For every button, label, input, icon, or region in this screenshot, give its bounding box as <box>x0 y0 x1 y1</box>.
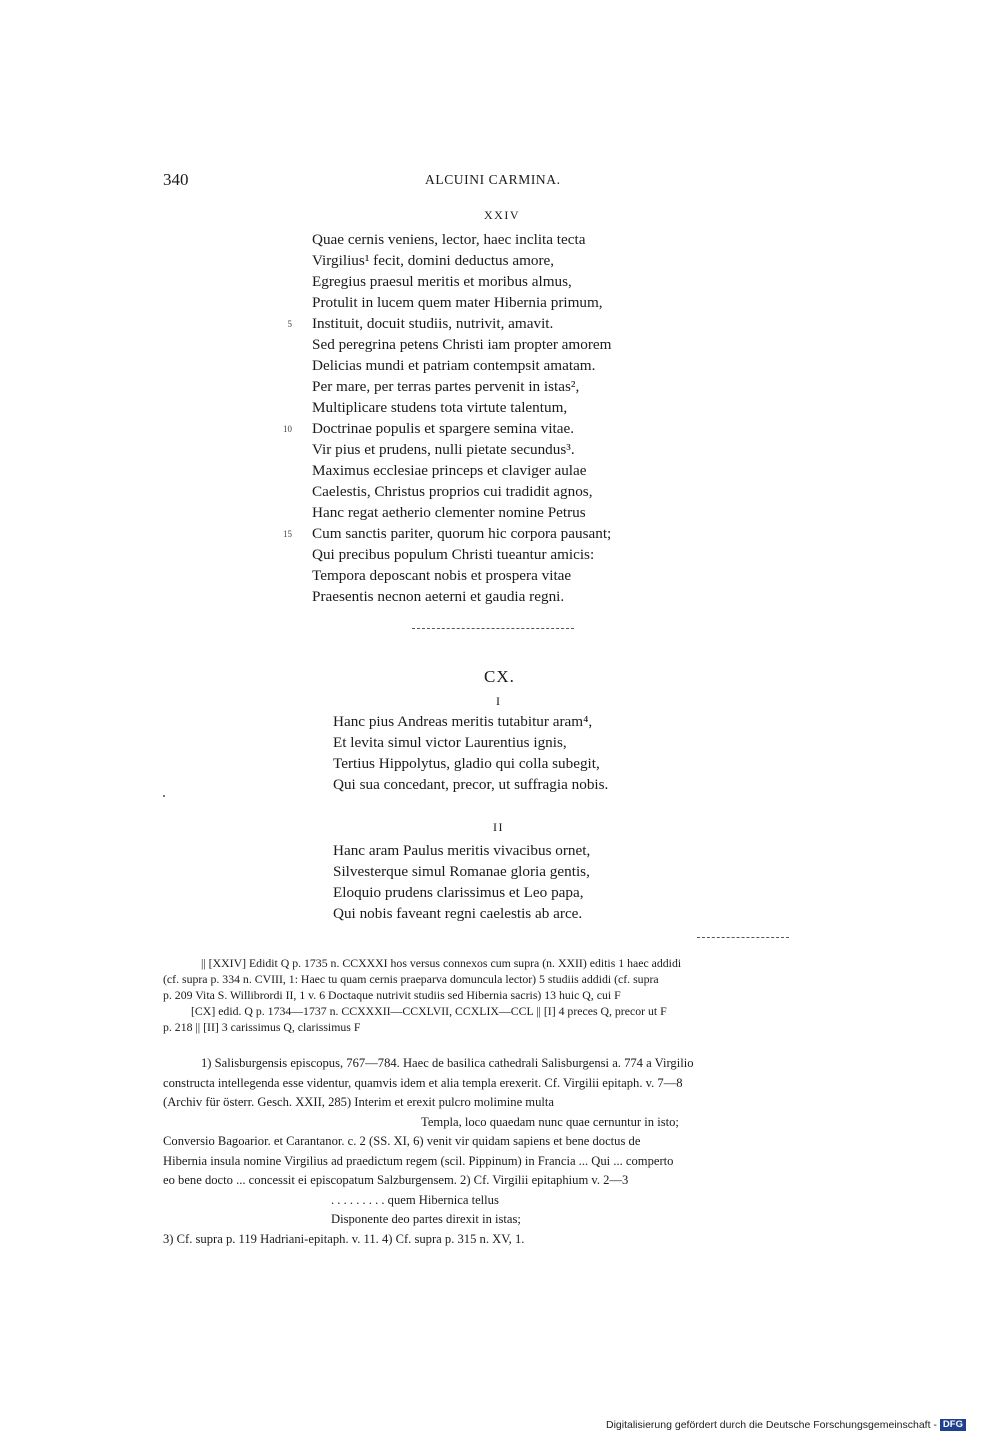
verse-line: Eloquio prudens clarissimus et Leo papa, <box>333 884 584 901</box>
poem-cx-part2 <box>333 840 590 924</box>
apparatus-line: || [XXIV] Edidit Q p. 1735 n. CCXXXI hos versus connexos cum supra (n. XXII) editis 1 haec addidi <box>201 956 682 970</box>
verse-text: Tempora deposcant nobis et prospera vitae <box>312 567 572 584</box>
verse-text: Maximus ecclesiae princeps et claviger aulae <box>312 462 587 479</box>
verse-text: Vir pius et prudens, nulli pietate secundus³. <box>312 441 575 458</box>
verse-line <box>312 250 611 271</box>
footer-text: Digitalisierung gefördert durch die Deutsche Forschungsgemeinschaft - <box>606 1419 937 1431</box>
verse-line <box>283 418 611 439</box>
verse-line <box>312 397 611 418</box>
verse-text: Caelestis, Christus proprios cui tradidit agnos, <box>312 483 593 500</box>
verse-text: Egregius praesul meritis et moribus almus, <box>312 273 572 290</box>
verse-text: Hanc regat aetherio clementer nomine Petrus <box>312 504 586 521</box>
footnote-line: 3) Cf. supra p. 119 Hadriani-epitaph. v. 11. 4) Cf. supra p. 315 n. XV, 1. <box>163 1231 525 1246</box>
footnote-line: eo bene docto ... concessit ei episcopatum Salzburgensem. 2) Cf. Virgilii epitaphium v. 2—3 <box>163 1173 629 1187</box>
footnote-line: Conversio Bagoarior. et Carantanor. c. 2 (SS. XI, 6) venit vir quidam sapiens et bene doctus de <box>163 1134 641 1148</box>
verse-text: Delicias mundi et patriam contempsit amatam. <box>312 357 596 374</box>
verse-text: Instituit, docuit studiis, nutrivit, amavit. <box>312 315 554 332</box>
verse-line <box>287 313 611 334</box>
verse-line: Silvesterque simul Romanae gloria gentis, <box>333 863 590 880</box>
poem-cx-heading: CX. <box>484 667 515 686</box>
verse-line <box>312 502 611 523</box>
verse-line <box>312 334 611 355</box>
footnotes <box>163 1054 835 1249</box>
verse-line <box>312 355 611 376</box>
verse-line <box>283 523 612 544</box>
section-divider <box>412 628 574 629</box>
line-number: 5 <box>287 319 292 329</box>
verse-line: Hanc pius Andreas meritis tutabitur aram⁴, <box>333 713 593 730</box>
dfg-logo: DFG <box>940 1419 966 1431</box>
scan-speck <box>163 795 165 797</box>
footnote-line: (Archiv für österr. Gesch. XXII, 285) Interim et erexit pulcro molimine multa <box>163 1095 554 1109</box>
apparatus-line: [CX] edid. Q p. 1734—1737 n. CCXXXII—CCXLVII, CCXLIX—CCL || [I] 4 preces Q, precor ut F <box>191 1004 667 1018</box>
poem-xxiv-heading: XXIV <box>484 208 520 222</box>
verse-line <box>312 292 611 313</box>
verse-line: Qui nobis faveant regni caelestis ab arce. <box>333 905 583 922</box>
verse-line <box>312 565 611 586</box>
footnote-line: Disponente deo partes direxit in istas; <box>331 1212 521 1226</box>
verse-line <box>312 481 611 502</box>
footnote-line: . . . . . . . . . quem Hibernica tellus <box>331 1192 499 1207</box>
verse-text: Qui precibus populum Christi tueantur amicis: <box>312 546 595 563</box>
verse-line <box>312 544 611 565</box>
verse-text: Virgilius¹ fecit, domini deductus amore, <box>312 252 555 269</box>
line-number: 15 <box>283 529 292 539</box>
line-number: 10 <box>283 424 292 434</box>
verse-text: Doctrinae populis et spargere semina vitae. <box>312 420 575 437</box>
verse-text: Sed peregrina petens Christi iam propter amorem <box>312 336 612 353</box>
poem-cx-part1-heading: I <box>496 694 502 708</box>
verse-line: Qui sua concedant, precor, ut suffragia nobis. <box>333 776 609 793</box>
verse-text: Per mare, per terras partes pervenit in istas², <box>312 378 580 395</box>
verse-text: Multiplicare studens tota virtute talentum, <box>312 399 568 416</box>
footnote-line: constructa intellegenda esse videntur, quamvis idem et alia templa erexerit. Cf. Virgilii epitaph. v. 7—8 <box>163 1075 683 1090</box>
footnote-line: 1) Salisburgensis episcopus, 767—784. Haec de basilica cathedrali Salisburgensi a. 774 a Virgilio <box>201 1056 694 1070</box>
running-title: ALCUINI CARMINA. <box>425 172 561 187</box>
verse-text: Quae cernis veniens, lector, haec inclita tecta <box>312 231 586 248</box>
verse-line <box>312 460 611 481</box>
verse-line <box>312 439 611 460</box>
critical-apparatus <box>163 955 835 1035</box>
footnote-line: Hibernia insula nomine Virgilius ad praedictum regem (scil. Pippinum) in Francia ... Qui ... comperto <box>163 1153 674 1168</box>
verse-line <box>312 271 611 292</box>
apparatus-line: p. 209 Vita S. Willibrordi II, 1 v. 6 Doctaque nutrivit studiis sed Hibernia sacris) 13 huic Q, cui F <box>163 988 621 1002</box>
poem-xxiv <box>283 229 612 607</box>
verse-line <box>312 229 611 250</box>
verse-line: Et levita simul victor Laurentius ignis, <box>333 734 567 751</box>
apparatus-line: p. 218 || [II] 3 carissimus Q, clarissimus F <box>163 1020 361 1034</box>
verse-text: Protulit in lucem quem mater Hibernia primum, <box>312 294 603 311</box>
poem-cx-part1 <box>333 711 608 795</box>
page-number: 340 <box>163 170 189 189</box>
footnote-line: Templa, loco quaedam nunc quae cernuntur in isto; <box>421 1114 679 1129</box>
verse-text: Praesentis necnon aeterni et gaudia regni. <box>312 588 565 605</box>
verse-line: Hanc aram Paulus meritis vivacibus ornet, <box>333 842 591 859</box>
poem-cx-part2-heading: II <box>493 820 504 834</box>
verse-text: Cum sanctis pariter, quorum hic corpora pausant; <box>312 525 612 542</box>
verse-line: Tertius Hippolytus, gladio qui colla subegit, <box>333 755 600 772</box>
verse-line <box>312 376 611 397</box>
verse-line <box>312 586 611 607</box>
apparatus-line: (cf. supra p. 334 n. CVIII, 1: Haec tu quam cernis praeparva domuncula lector) 5 studiis addidi (cf. supra <box>163 972 659 986</box>
apparatus-divider <box>697 937 789 938</box>
footer-credit <box>606 1419 966 1431</box>
